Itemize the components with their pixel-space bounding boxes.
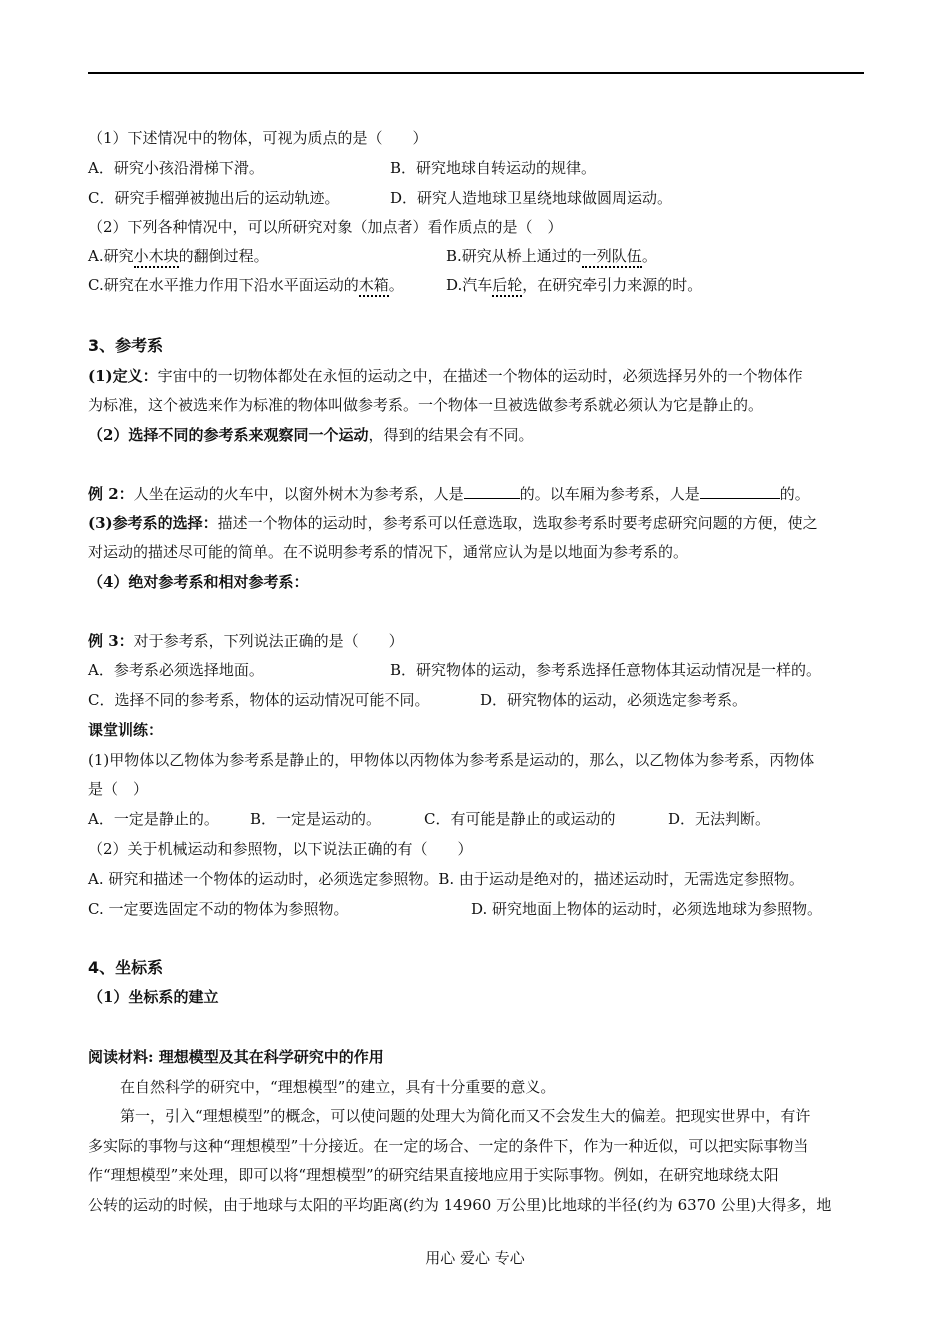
example-3-option-b: B．研究物体的运动，参考系选择任意物体其运动情况是一样的。 [390, 661, 822, 679]
point-3-line-1 [88, 513, 818, 533]
reading-paragraph-1: 在自然科学的研究中，“理想模型”的建立，具有十分重要的意义。 [120, 1078, 556, 1096]
reading-paragraph-2-line-4: 公转的运动的时候，由于地球与太阳的平均距离(约为 14960 万公里)比地球的半径(约为 6370 公里)大得多，地 [88, 1196, 832, 1214]
example-3-text: 对于参考系，下列说法正确的是（ ） [133, 632, 404, 650]
section-4-title: 4、坐标系 [88, 958, 164, 977]
definition-line-2: 为标准，这个被选来作为标准的物体叫做参考系。一个物体一旦被选做参考系就必须认为它是静止的。 [88, 396, 764, 414]
example-3-label: 例 3： [88, 632, 134, 650]
answer-blank-1[interactable] [464, 484, 520, 499]
example-2 [88, 484, 810, 504]
example-3-option-c: C．选择不同的参考系，物体的运动情况可能不同。 [88, 691, 430, 709]
definition-label: (1)定义： [88, 367, 158, 385]
practice-2-option-d: D. 研究地面上物体的运动时，必须选地球为参照物。 [471, 900, 823, 918]
option-2d-suffix: ，在研究牵引力来源的时。 [522, 276, 703, 294]
option-1d: D．研究人造地球卫星绕地球做圆周运动。 [390, 189, 673, 207]
point-2 [88, 425, 533, 445]
practice-2-option-c: C. 一定要选固定不动的物体为参照物。 [88, 900, 349, 918]
example-2-text-1: 人坐在运动的火车中，以窗外树木为参考系，人是 [133, 485, 464, 503]
reading-paragraph-2-line-1: 第一，引入“理想模型”的概念，可以使问题的处理大为简化而又不会发生大的偏差。把现实世界中，有许 [120, 1107, 811, 1125]
point-3-label: (3)参考系的选择： [88, 514, 218, 532]
point-3-line-2: 对运动的描述尽可能的简单。在不说明参考系的情况下，通常应认为是以地面为参考系的。 [88, 543, 689, 561]
option-2d-prefix: D.汽车 [446, 276, 493, 294]
option-1c: C．研究手榴弹被抛出后的运动轨迹。 [88, 189, 340, 207]
section-4-subtitle: （1）坐标系的建立 [88, 988, 219, 1006]
option-2c-emphasis: 木箱 [359, 276, 389, 297]
point-2-bold: （2）选择不同的参考系来观察同一个运动 [88, 426, 369, 444]
point-3-text-1: 描述一个物体的运动时，参考系可以任意选取，选取参考系时要考虑研究问题的方便，使之 [217, 514, 818, 532]
option-2b-suffix: 。 [641, 247, 657, 265]
option-2b-emphasis: 一列队伍 [582, 247, 642, 268]
definition-text-1: 宇宙中的一切物体都处在永恒的运动之中，在描述一个物体的运动时，必须选择另外的一个物体作 [157, 367, 803, 385]
practice-1-option-c: C．有可能是静止的或运动的 [424, 810, 616, 828]
option-2a-emphasis: 小木块 [134, 247, 179, 268]
answer-blank-2[interactable] [700, 484, 780, 499]
option-1b: B．研究地球自转运动的规律。 [390, 159, 597, 177]
option-2a [88, 246, 269, 266]
option-2a-prefix: A.研究 [88, 247, 134, 265]
option-2d-emphasis: 后轮 [492, 276, 522, 297]
option-2d [446, 275, 702, 295]
practice-1-line-2: 是（ ） [88, 780, 149, 798]
section-3-title: 3、参考系 [88, 336, 164, 355]
practice-2: （2）关于机械运动和参照物，以下说法正确的有（ ） [88, 840, 473, 858]
practice-2-options-ab: A. 研究和描述一个物体的运动时，必须选定参照物。B. 由于运动是绝对的，描述运动时，无需选定参照物。 [88, 870, 804, 888]
option-2c [88, 275, 404, 295]
option-2c-prefix: C.研究在水平推力作用下沿水平面运动的 [88, 276, 359, 294]
question-2: （2）下列各种情况中，可以所研究对象（加点者）看作质点的是（ ） [88, 218, 563, 236]
question-1: （1）下述情况中的物体，可视为质点的是（ ） [88, 129, 428, 147]
option-1a: A．研究小孩沿滑梯下滑。 [88, 159, 264, 177]
option-2a-suffix: 的翻倒过程。 [178, 247, 269, 265]
option-2c-suffix: 。 [388, 276, 404, 294]
option-2b [446, 246, 657, 266]
example-2-label: 例 2： [88, 485, 134, 503]
practice-1-option-a: A．一定是静止的。 [88, 810, 219, 828]
point-4: （4）绝对参考系和相对参考系： [88, 573, 309, 591]
example-2-text-3: 的。 [779, 485, 810, 503]
practice-1-option-b: B．一定是运动的。 [250, 810, 382, 828]
practice-title: 课堂训练： [88, 721, 164, 739]
practice-1-option-d: D．无法判断。 [668, 810, 771, 828]
reading-title: 阅读材料: 理想模型及其在科学研究中的作用 [88, 1048, 384, 1066]
point-2-text: ，得到的结果会有不同。 [368, 426, 534, 444]
example-3 [88, 631, 404, 651]
header-rule [88, 72, 864, 74]
reading-paragraph-2-line-2: 多实际的事物与这种“理想模型”十分接近。在一定的场合、一定的条件下，作为一种近似，可以把实际事物当 [88, 1137, 809, 1155]
page-footer: 用心 爱心 专心 [425, 1249, 525, 1267]
practice-1-line-1: (1)甲物体以乙物体为参考系是静止的，甲物体以丙物体为参考系是运动的，那么，以乙物体为参考系，丙物体 [88, 751, 815, 769]
example-3-option-d: D．研究物体的运动，必须选定参考系。 [480, 691, 748, 709]
example-2-text-2: 的。以车厢为参考系，人是 [519, 485, 700, 503]
definition-line-1 [88, 366, 803, 386]
reading-paragraph-2-line-3: 作“理想模型”来处理，即可以将“理想模型”的研究结果直接地应用于实际事物。例如，在研究地球绕太阳 [88, 1166, 779, 1184]
example-3-option-a: A．参考系必须选择地面。 [88, 661, 264, 679]
option-2b-prefix: B.研究从桥上通过的 [446, 247, 582, 265]
